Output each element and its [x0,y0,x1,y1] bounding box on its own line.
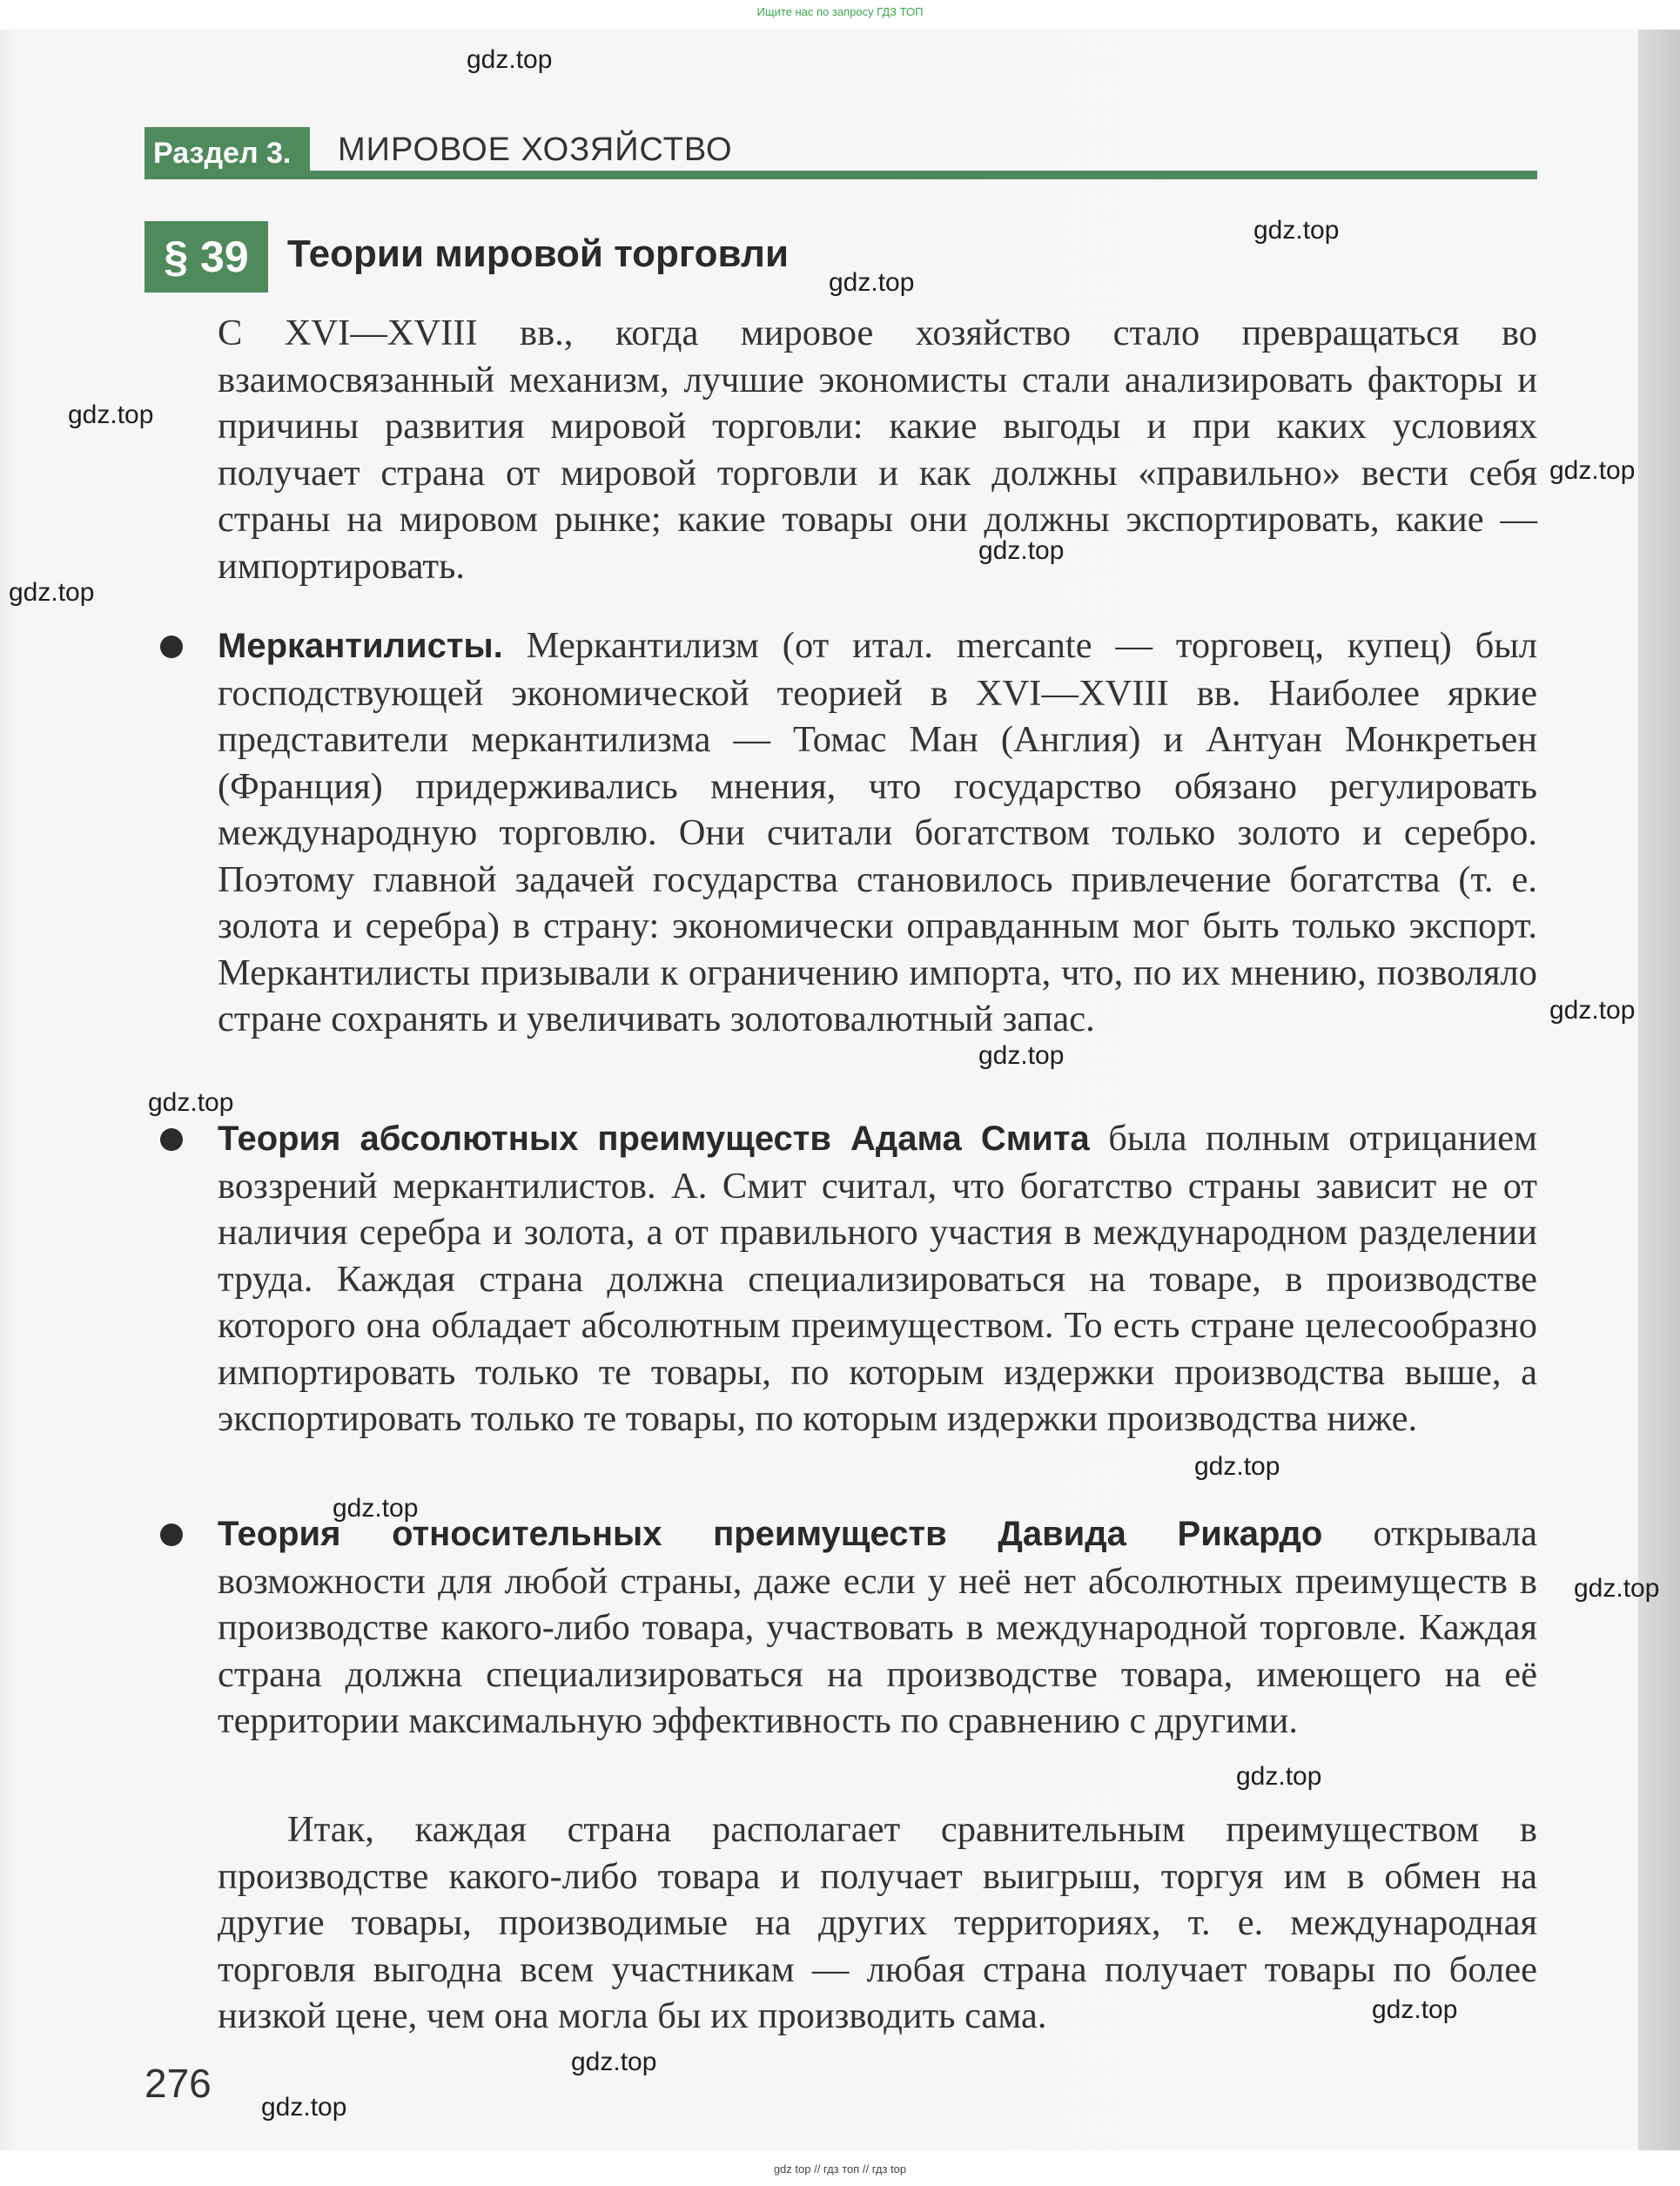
intro-text: С XVI—XVIII вв., когда мировое хозяйство стало превращаться во взаимосвязанный механизм, лучшие экономисты стали анализировать факторы и причины развития мировой торговли: какие выгоды и при каких условиях получает страна от мировой торговли и как должны «правильно» вести себя страны на мировом рынке; какие товары они должны экспортировать, какие — импортировать. [218,313,1537,587]
watermark: gdz.top [9,578,95,607]
item-text: открывала возможности для любой страны, даже если у неё нет абсолютных преимуществ в производстве какого-либо товара, участвовать в международной торговле. Каждая страна должна специализироваться на производстве товара, имеющего на её территории максимальную эффективность по сравнению с другими. [218,1513,1537,1741]
bottom-note: gdz top // гдз топ // гдз top [773,2162,907,2176]
list-item-smith [218,1115,1537,1443]
watermark: gdz.top [1372,1995,1458,2024]
paragraph-title: Теории мировой торговли [287,232,790,275]
watermark: gdz.top [467,45,553,74]
watermark: gdz.top [1253,216,1340,245]
section-label: Раздел 3. [144,127,310,179]
watermark: gdz.top [333,1494,419,1523]
bullet-icon [160,636,183,658]
section-title: МИРОВОЕ ХОЗЯЙСТВО [338,131,733,168]
watermark: gdz.top [1549,456,1636,485]
watermark: gdz.top [571,2048,657,2076]
item-text: была полным отрицанием воззрений меркантилистов. А. Смит считал, что богатство страны зависит не от наличия серебра и золота, а от правильного участия в международном разделении труда. Каждая страна должна специализироваться на товаре, в производстве которого она обладает абсолютным преимуществом. То есть стране целесообразно импортировать только те товары, по которым издержки производства выше, а экспортировать только те товары, по которым издержки производства ниже. [218,1118,1537,1439]
top-search-note: Ищите нас по запросу ГДЗ ТОП [756,5,924,18]
conclusion-paragraph [218,1806,1537,2040]
watermark: gdz.top [261,2093,347,2122]
term-ricardo: Теория относительных преимуществ Давида Рикардо [218,1515,1323,1553]
watermark: gdz.top [68,400,154,429]
bullet-icon [160,1128,183,1151]
page-edge [1638,30,1680,2150]
bullet-icon [160,1523,183,1546]
list-item-ricardo [218,1510,1537,1745]
watermark: gdz.top [978,1041,1065,1070]
term-mercantilists: Меркантилисты. [218,627,503,665]
watermark: gdz.top [1236,1762,1322,1791]
paragraph-number: § 39 [144,221,268,293]
section-rule [310,171,1537,179]
watermark: gdz.top [1574,1574,1660,1603]
watermark: gdz.top [1194,1452,1280,1481]
term-smith: Теория абсолютных преимуществ Адама Смита [218,1120,1090,1158]
watermark: gdz.top [148,1088,234,1117]
watermark: gdz.top [1549,996,1636,1025]
conclusion-text: Итак, каждая страна располагает сравнительным преимуществом в производстве какого-либо товара и получает выигрыш, торгуя им в обмен на другие товары, производимые на других территориях, т. е. международная торговля выгодна всем участникам — любая страна получает товары по более низкой цене, чем она могла бы их производить сама. [218,1809,1537,2036]
watermark: gdz.top [978,536,1065,565]
list-item-mercantilists [218,622,1537,1043]
page-number: 276 [144,2061,212,2106]
item-text: Меркантилизм (от итал. mercante — торговец, купец) был господствующей экономической теорией в XVI—XVIII вв. Наиболее яркие представители меркантилизма — Томас Ман (Англия) и Антуан Монкретьен (Франция) придерживались мнения, что государство обязано регулировать международную торговлю. Они считали богатством только золото и серебро. Поэтому главной задачей государства становилось привлечение богатства (т. е. золота и серебра) в страну: экономически оправданным мог быть только экспорт. Меркантилисты призывали к ограничению импорта, что, по их мнению, позволяло стране сохранять и увеличивать золотовалютный запас. [218,625,1537,1039]
watermark: gdz.top [829,268,915,297]
section-header [144,127,1537,179]
